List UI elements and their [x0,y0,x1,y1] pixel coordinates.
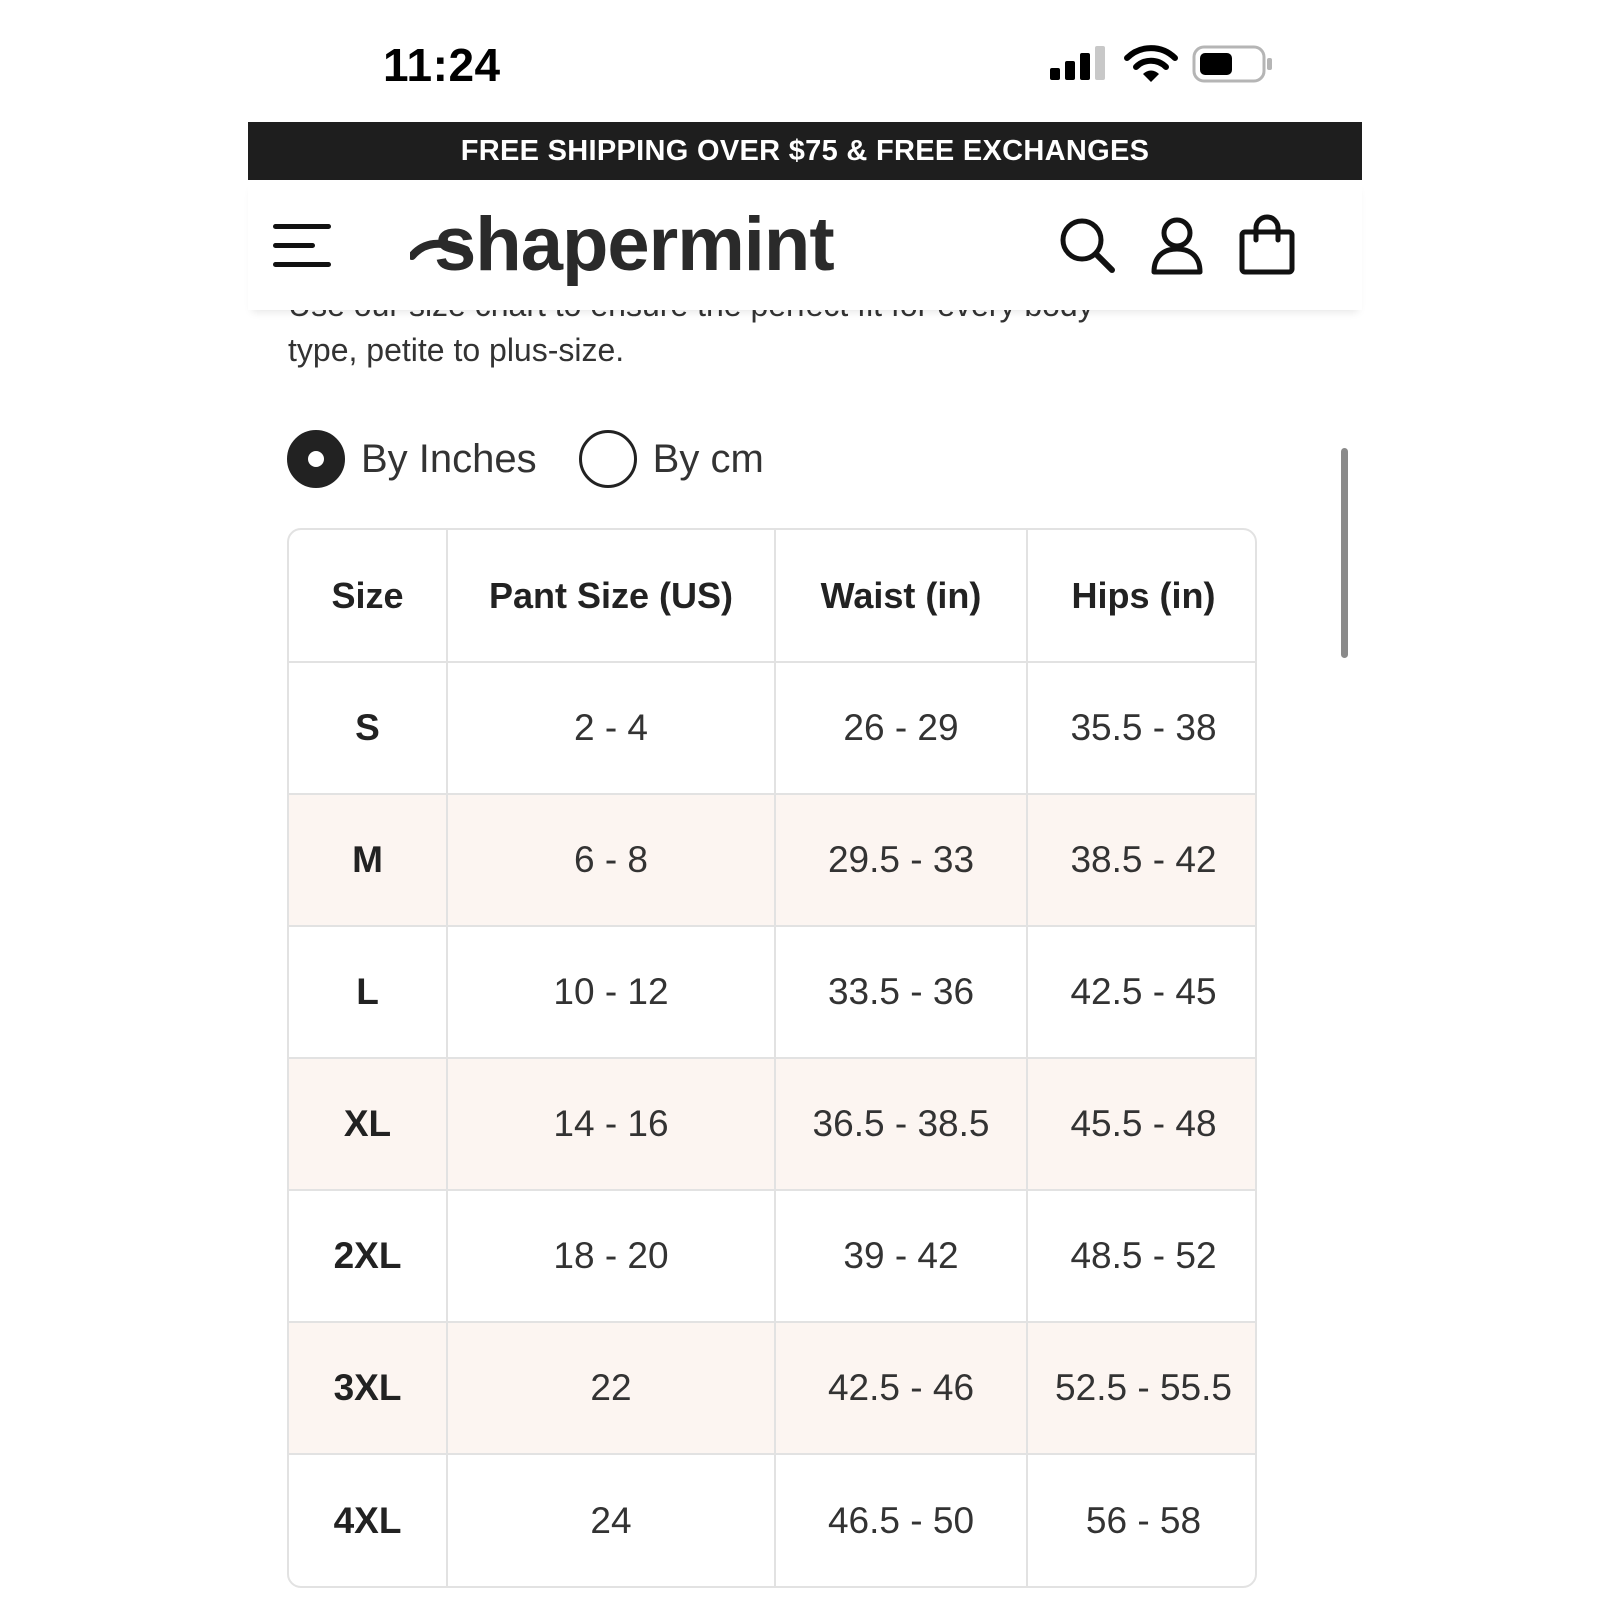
radio-by-cm[interactable] [579,430,764,488]
header-pant-size: Pant Size (US) [447,530,775,662]
search-icon[interactable] [1056,214,1118,276]
cell-size: 4XL [289,1454,447,1586]
intro-text-line-2: type, petite to plus-size. [288,332,625,368]
promo-banner [248,122,1362,180]
cell-hips: 45.5 - 48 [1027,1058,1257,1190]
cell-hips: 56 - 58 [1085,1499,1202,1541]
unit-toggle [287,430,806,488]
header-waist: Waist (in) [775,530,1027,662]
cell-pant-size: 24 [447,1454,775,1586]
table-row [289,926,1257,1058]
account-icon[interactable] [1146,214,1208,276]
cell-pant-size: 14 - 16 [447,1058,775,1190]
intro-text [248,310,1362,380]
table-header-row [289,530,1257,662]
cell-size: M [289,794,447,926]
cellular-signal-icon [1050,44,1110,84]
scrollbar[interactable] [1341,448,1348,658]
status-time: 11:24 [383,39,501,91]
table-row [289,1190,1257,1322]
cell-waist: 42.5 - 46 [775,1322,1027,1454]
cell-size: L [289,926,447,1058]
cell-pant-size: 10 - 12 [447,926,775,1058]
cell-hips: 42.5 - 45 [1027,926,1257,1058]
size-chart-table [287,528,1257,1588]
shopping-bag-icon[interactable] [1236,214,1298,276]
header-hips: Hips (in) [1027,530,1257,662]
header-size: Size [289,530,447,662]
radio-by-cm-label[interactable]: By cm [652,436,764,481]
battery-icon [1192,44,1274,84]
cell-pant-size: 22 [447,1322,775,1454]
cell-size: S [289,662,447,794]
menu-icon[interactable] [273,220,335,272]
cell-size: 3XL [289,1322,447,1454]
cell-waist: 36.5 - 38.5 [775,1058,1027,1190]
radio-by-inches[interactable] [287,430,537,488]
cell-waist: 26 - 29 [775,662,1027,794]
radio-by-inches-label[interactable]: By Inches [361,436,537,481]
cell-pant-size: 18 - 20 [447,1190,775,1322]
cell-waist: 39 - 42 [775,1190,1027,1322]
cell-size: XL [289,1058,447,1190]
cell-pant-size: 2 - 4 [447,662,775,794]
radio-checked-icon[interactable] [287,430,345,488]
cell-hips: 35.5 - 38 [1027,662,1257,794]
cell-hips: 38.5 - 42 [1027,794,1257,926]
cell-size: 2XL [289,1190,447,1322]
table-row [289,794,1257,926]
wifi-icon [1124,44,1178,84]
table-row [289,1322,1257,1454]
logo-text: shapermint [434,201,834,287]
cell-waist: 33.5 - 36 [775,926,1027,1058]
shapermint-logo[interactable] [410,194,834,294]
cell-waist: 29.5 - 33 [775,794,1027,926]
cell-pant-size: 6 - 8 [447,794,775,926]
site-header [248,180,1362,310]
cell-waist: 46.5 - 50 [775,1454,1027,1586]
table-row [289,662,1257,794]
cell-hips: 48.5 - 52 [1027,1190,1257,1322]
radio-unchecked-icon[interactable] [579,430,637,488]
table-row [289,1454,1257,1586]
promo-banner-text: FREE SHIPPING OVER $75 & FREE EXCHANGES [460,134,1150,167]
cell-hips: 52.5 - 55.5 [1027,1322,1257,1454]
table-row [289,1058,1257,1190]
